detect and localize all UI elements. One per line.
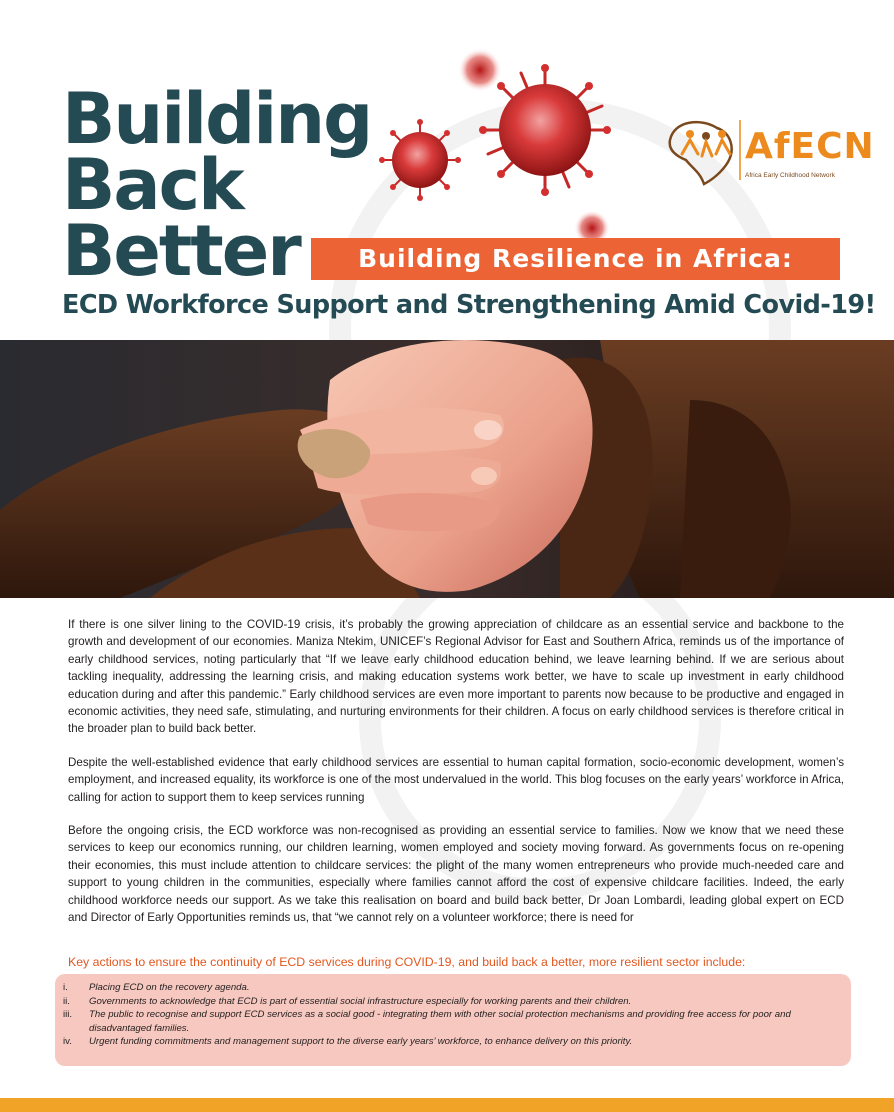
list-item: [63, 1008, 837, 1035]
banner-heading: Building Resilience in Africa:: [311, 238, 840, 280]
list-item-text: The public to recognise and support ECD services as a social good - integrating them with other social protection mechanisms and providing free access for poor and disadvantaged families.: [89, 1009, 791, 1034]
bottom-accent-bar: [0, 1098, 894, 1112]
list-item: [63, 981, 837, 995]
title-line-2: Back: [62, 144, 243, 226]
logo-tagline: Africa Early Childhood Network: [745, 172, 835, 179]
list-item-text: Placing ECD on the recovery agenda.: [89, 982, 250, 993]
list-item-text: Governments to acknowledge that ECD is part of essential social infrastructure especially for working parents and their children.: [89, 995, 632, 1007]
article-body: [68, 616, 844, 943]
coronavirus-illustration-icon: [370, 40, 660, 240]
list-item-number: iii.: [63, 1009, 73, 1021]
key-actions-list: [63, 981, 837, 1049]
title-line-1: Building: [62, 78, 372, 160]
key-actions-heading: Key actions to ensure the continuity of ECD services during COVID-19, and build back a better, more resilient sector include:: [68, 955, 746, 969]
hands-photo: [0, 340, 894, 598]
list-item-number: iv.: [63, 1036, 72, 1048]
paragraph-2: Despite the well-established evidence that early childhood services are essential to human capital formation, socio-economic development, women’s employment, and increased equality, its workforce is one of the most undervalued in the world. This blog focuses on the early years’ workforce in Africa, calling for action to support them to keep services running: [68, 755, 844, 804]
logo-name: AfECN: [745, 126, 875, 167]
list-item: [63, 995, 837, 1009]
page-subtitle: ECD Workforce Support and Strengthening Amid Covid-19!: [62, 290, 876, 320]
title-line-3: Better: [62, 210, 300, 292]
list-item-number: i.: [63, 982, 68, 993]
list-item: [63, 1035, 837, 1049]
list-item-text: Urgent funding commitments and management support to the diverse early years’ workforce, to enhance delivery on this priority.: [89, 1036, 633, 1048]
paragraph-3: Before the ongoing crisis, the ECD workforce was non-recognised as providing an essential service to families. Now we know that we need these services to keep our economics running, our children learning, women employed and society moving forward. As governments focus on re-opening their economies, this must include attention to childcare services: the plight of the many women entrepreneurs who provide much-needed care and support to young children in the communities, especially where families cannot afford the cost of expensive childcare facilities. Indeed, the early childhood workforce needs our support. As we take this realisation on board and build back better, Dr Joan Lombardi, leading global expert on ECD and Director of Early Opportunities reminds us, that “we cannot rely on a volunteer workforce; there is need for: [68, 824, 844, 925]
list-item-number: ii.: [63, 995, 70, 1007]
hands-photo-image: [0, 340, 894, 598]
paragraph-1: If there is one silver lining to the COVID-19 crisis, it’s probably the growing appreciation of childcare as an essential service and backbone to the growth and development of our economies. Maniza Ntekim, UNICEF’s Regional Advisor for East and Southern Africa, reminds us of the importance of early childhood services, noting particularly that “If we leave early childhood education behind, we leave learning behind. If we are serious about tackling inequality, addressing the learning crisis, and making education systems work better, we have to scale up investment in early childhood education during and after this pandemic.” Early childhood services are even more important to parents now because to be productive and engaged in economic activities, they need safe, stimulating, and nurturing environments for their children. A focus on early childhood services is therefore critical in the broader plan to build back better.: [68, 618, 844, 736]
key-actions-box: [55, 974, 851, 1066]
